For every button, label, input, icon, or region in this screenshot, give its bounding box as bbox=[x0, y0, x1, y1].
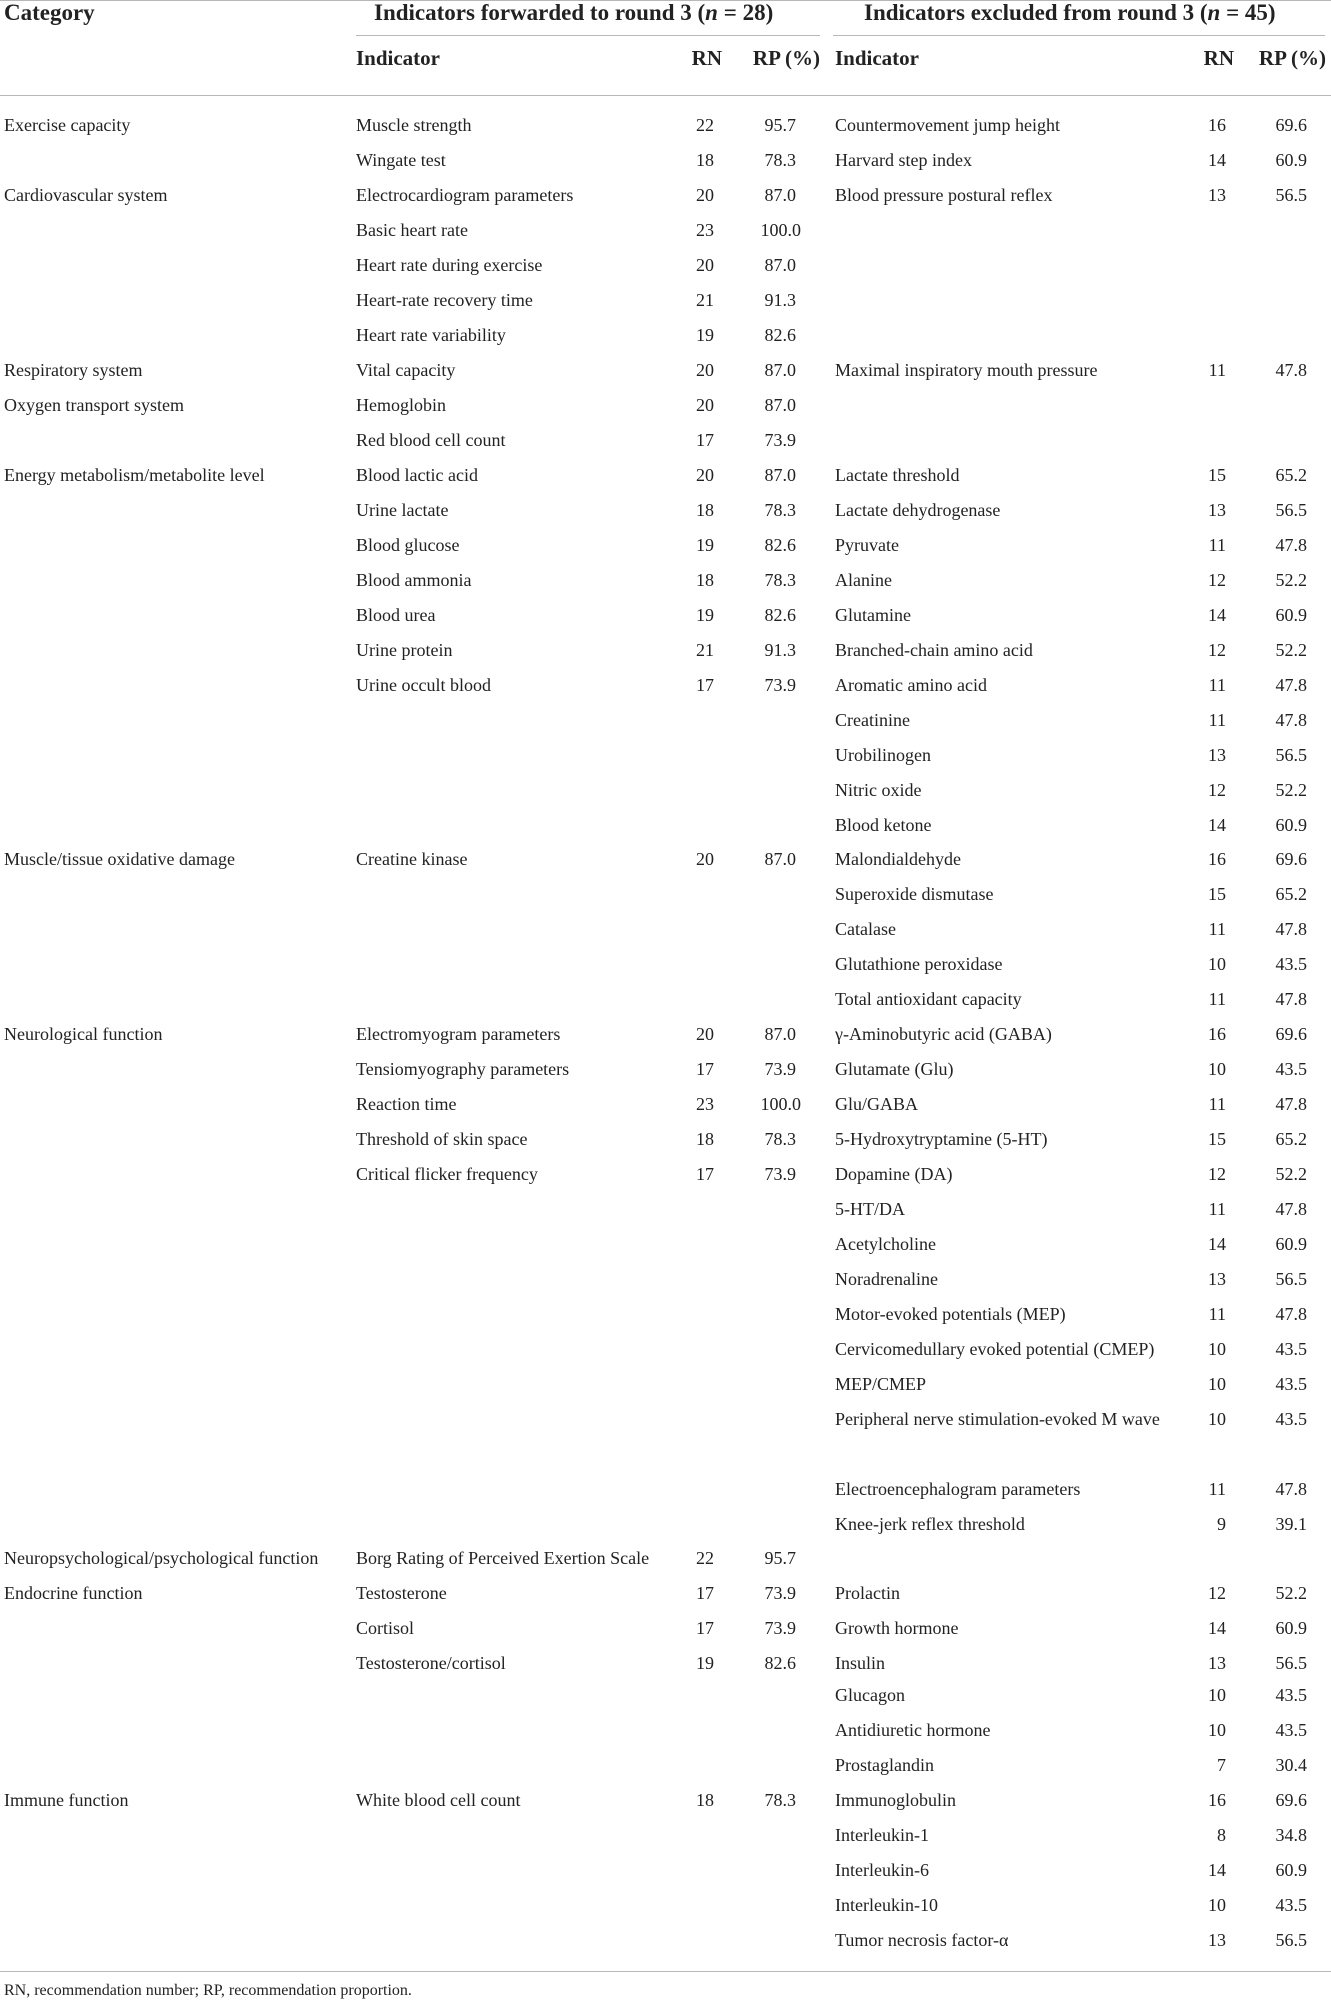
forwarded-rp: 100.0 bbox=[760, 1094, 801, 1114]
excluded-rp: 30.4 bbox=[1275, 1755, 1307, 1775]
excluded-rp: 69.6 bbox=[1275, 1790, 1307, 1810]
excluded-indicator: Electroencephalogram parameters bbox=[835, 1479, 1081, 1499]
excluded-rp: 69.6 bbox=[1275, 115, 1307, 135]
excluded-rn: 10 bbox=[1208, 1059, 1226, 1079]
forwarded-rp: 100.0 bbox=[760, 220, 801, 240]
forwarded-rp: 73.9 bbox=[764, 1583, 796, 1603]
excluded-rp: 47.8 bbox=[1275, 1479, 1307, 1499]
forwarded-indicator: Creatine kinase bbox=[356, 849, 468, 869]
forwarded-rp: 78.3 bbox=[764, 1790, 796, 1810]
forwarded-rn: 20 bbox=[696, 255, 714, 275]
excluded-indicator: Branched-chain amino acid bbox=[835, 640, 1033, 660]
forwarded-rp: 87.0 bbox=[764, 849, 796, 869]
forwarded-indicator: Red blood cell count bbox=[356, 430, 506, 450]
forwarded-rp: 87.0 bbox=[764, 465, 796, 485]
forwarded-rn: 23 bbox=[696, 220, 714, 240]
subheader-rp-forwarded: RP (%) bbox=[752, 46, 820, 70]
forwarded-rp: 91.3 bbox=[764, 290, 796, 310]
excluded-indicator: Blood ketone bbox=[835, 815, 932, 835]
forwarded-rp: 87.0 bbox=[764, 1024, 796, 1044]
forwarded-rn: 18 bbox=[696, 500, 714, 520]
forwarded-rp: 87.0 bbox=[764, 255, 796, 275]
forwarded-indicator: Blood urea bbox=[356, 605, 436, 625]
forwarded-indicator: Basic heart rate bbox=[356, 220, 468, 240]
excluded-rp: 60.9 bbox=[1275, 1234, 1307, 1254]
excluded-rp: 65.2 bbox=[1275, 1129, 1307, 1149]
category-label: Endocrine function bbox=[4, 1583, 143, 1603]
excluded-rn: 11 bbox=[1208, 675, 1226, 695]
excluded-rp: 69.6 bbox=[1275, 1024, 1307, 1044]
excluded-rp: 43.5 bbox=[1275, 1720, 1307, 1740]
excluded-rn: 14 bbox=[1208, 605, 1226, 625]
excluded-rp: 52.2 bbox=[1275, 780, 1307, 800]
forwarded-rn: 20 bbox=[696, 185, 714, 205]
excluded-rp: 47.8 bbox=[1275, 535, 1307, 555]
excluded-rp: 43.5 bbox=[1275, 954, 1307, 974]
excluded-indicator: Prolactin bbox=[835, 1583, 900, 1603]
excluded-indicator: Peripheral nerve stimulation-evoked M wave bbox=[835, 1409, 1160, 1429]
excluded-rp: 56.5 bbox=[1275, 1269, 1307, 1289]
excluded-indicator: Antidiuretic hormone bbox=[835, 1720, 991, 1740]
forwarded-indicator: Blood glucose bbox=[356, 535, 460, 555]
excluded-rn: 16 bbox=[1208, 115, 1226, 135]
excluded-indicator: Glutamate (Glu) bbox=[835, 1059, 954, 1079]
excluded-rp: 65.2 bbox=[1275, 884, 1307, 904]
excluded-rp: 52.2 bbox=[1275, 1583, 1307, 1603]
excluded-indicator: Malondialdehyde bbox=[835, 849, 961, 869]
excluded-rp: 69.6 bbox=[1275, 849, 1307, 869]
excluded-indicator: Superoxide dismutase bbox=[835, 884, 994, 904]
forwarded-indicator: Hemoglobin bbox=[356, 395, 446, 415]
forwarded-indicator: Reaction time bbox=[356, 1094, 457, 1114]
excluded-rn: 15 bbox=[1208, 1129, 1226, 1149]
forwarded-rn: 19 bbox=[696, 1653, 714, 1673]
excluded-indicator: 5-HT/DA bbox=[835, 1199, 905, 1219]
subheader-indicator-excluded: Indicator bbox=[835, 46, 919, 70]
excluded-rn: 14 bbox=[1208, 815, 1226, 835]
category-label: Neuropsychological/psychological function bbox=[4, 1548, 319, 1568]
excluded-indicator: Lactate threshold bbox=[835, 465, 960, 485]
excluded-rp: 47.8 bbox=[1275, 1304, 1307, 1324]
subheader-rn-forwarded: RN bbox=[691, 46, 722, 70]
excluded-indicator: Interleukin-6 bbox=[835, 1860, 929, 1880]
forwarded-rn: 20 bbox=[696, 360, 714, 380]
forwarded-rp: 95.7 bbox=[764, 115, 796, 135]
excluded-rn: 14 bbox=[1208, 150, 1226, 170]
header-underline-forwarded bbox=[356, 35, 820, 36]
forwarded-indicator: Borg Rating of Perceived Exertion Scale bbox=[356, 1548, 650, 1568]
excluded-indicator: Alanine bbox=[835, 570, 892, 590]
forwarded-indicator: Blood lactic acid bbox=[356, 465, 478, 485]
forwarded-indicator: Critical flicker frequency bbox=[356, 1164, 538, 1184]
forwarded-rn: 18 bbox=[696, 570, 714, 590]
forwarded-rn: 19 bbox=[696, 535, 714, 555]
excluded-indicator: Growth hormone bbox=[835, 1618, 959, 1638]
forwarded-indicator: Vital capacity bbox=[356, 360, 456, 380]
excluded-rn: 12 bbox=[1208, 1583, 1226, 1603]
excluded-rn: 10 bbox=[1208, 1895, 1226, 1915]
header-forwarded: Indicators forwarded to round 3 (n = 28) bbox=[374, 0, 774, 25]
excluded-rn: 11 bbox=[1208, 1094, 1226, 1114]
excluded-rn: 13 bbox=[1208, 1930, 1226, 1950]
excluded-rn: 16 bbox=[1208, 849, 1226, 869]
forwarded-rp: 78.3 bbox=[764, 1129, 796, 1149]
excluded-indicator: Insulin bbox=[835, 1653, 886, 1673]
subheader-indicator-forwarded: Indicator bbox=[356, 46, 440, 70]
excluded-indicator: Blood pressure postural reflex bbox=[835, 185, 1053, 205]
excluded-indicator: Prostaglandin bbox=[835, 1755, 934, 1775]
excluded-indicator: MEP/CMEP bbox=[835, 1374, 927, 1394]
forwarded-rp: 73.9 bbox=[764, 675, 796, 695]
excluded-rp: 43.5 bbox=[1275, 1895, 1307, 1915]
forwarded-indicator: Heart rate during exercise bbox=[356, 255, 543, 275]
excluded-rp: 60.9 bbox=[1275, 1618, 1307, 1638]
excluded-rp: 47.8 bbox=[1275, 675, 1307, 695]
excluded-rp: 56.5 bbox=[1275, 500, 1307, 520]
excluded-rn: 10 bbox=[1208, 1339, 1226, 1359]
excluded-indicator: Cervicomedullary evoked potential (CMEP) bbox=[835, 1339, 1155, 1359]
forwarded-rn: 20 bbox=[696, 395, 714, 415]
excluded-rn: 13 bbox=[1208, 185, 1226, 205]
forwarded-rp: 73.9 bbox=[764, 430, 796, 450]
excluded-rn: 8 bbox=[1217, 1825, 1226, 1845]
excluded-indicator: Aromatic amino acid bbox=[835, 675, 987, 695]
forwarded-rp: 95.7 bbox=[764, 1548, 796, 1568]
excluded-rp: 43.5 bbox=[1275, 1409, 1307, 1429]
category-label: Respiratory system bbox=[4, 360, 143, 380]
forwarded-indicator: Electromyogram parameters bbox=[356, 1024, 561, 1044]
forwarded-rn: 17 bbox=[696, 1164, 714, 1184]
excluded-rn: 15 bbox=[1208, 465, 1226, 485]
excluded-rp: 60.9 bbox=[1275, 150, 1307, 170]
forwarded-rn: 22 bbox=[696, 115, 714, 135]
excluded-rp: 60.9 bbox=[1275, 815, 1307, 835]
excluded-rn: 16 bbox=[1208, 1790, 1226, 1810]
excluded-rn: 16 bbox=[1208, 1024, 1226, 1044]
excluded-rp: 52.2 bbox=[1275, 640, 1307, 660]
excluded-indicator: Knee-jerk reflex threshold bbox=[835, 1514, 1025, 1534]
forwarded-rp: 82.6 bbox=[764, 1653, 796, 1673]
table-footnote: RN, recommendation number; RP, recommendation proportion. bbox=[4, 1982, 412, 1999]
excluded-indicator: Noradrenaline bbox=[835, 1269, 938, 1289]
forwarded-rp: 87.0 bbox=[764, 360, 796, 380]
table-bottom-rule bbox=[0, 1971, 1331, 1972]
forwarded-indicator: Testosterone bbox=[356, 1583, 447, 1603]
category-label: Muscle/tissue oxidative damage bbox=[4, 849, 235, 869]
forwarded-rn: 19 bbox=[696, 605, 714, 625]
excluded-indicator: Pyruvate bbox=[835, 535, 899, 555]
forwarded-rn: 18 bbox=[696, 1790, 714, 1810]
forwarded-rn: 17 bbox=[696, 675, 714, 695]
excluded-indicator: Harvard step index bbox=[835, 150, 972, 170]
forwarded-rn: 20 bbox=[696, 849, 714, 869]
forwarded-rp: 73.9 bbox=[764, 1059, 796, 1079]
excluded-rp: 56.5 bbox=[1275, 745, 1307, 765]
forwarded-rn: 22 bbox=[696, 1548, 714, 1568]
excluded-rn: 14 bbox=[1208, 1860, 1226, 1880]
excluded-rn: 7 bbox=[1217, 1755, 1226, 1775]
excluded-rn: 11 bbox=[1208, 1199, 1226, 1219]
excluded-rp: 47.8 bbox=[1275, 1094, 1307, 1114]
forwarded-indicator: Urine occult blood bbox=[356, 675, 491, 695]
excluded-rp: 34.8 bbox=[1275, 1825, 1307, 1845]
forwarded-rn: 17 bbox=[696, 430, 714, 450]
excluded-indicator: Nitric oxide bbox=[835, 780, 922, 800]
forwarded-rp: 82.6 bbox=[764, 535, 796, 555]
excluded-indicator: γ-Aminobutyric acid (GABA) bbox=[835, 1024, 1052, 1044]
forwarded-rn: 21 bbox=[696, 640, 714, 660]
forwarded-rp: 87.0 bbox=[764, 395, 796, 415]
excluded-rn: 10 bbox=[1208, 954, 1226, 974]
excluded-rp: 43.5 bbox=[1275, 1374, 1307, 1394]
excluded-rn: 11 bbox=[1208, 1304, 1226, 1324]
excluded-indicator: Catalase bbox=[835, 919, 896, 939]
excluded-indicator: Acetylcholine bbox=[835, 1234, 936, 1254]
excluded-rn: 15 bbox=[1208, 884, 1226, 904]
forwarded-rn: 19 bbox=[696, 325, 714, 345]
subheader-rn-excluded: RN bbox=[1203, 46, 1234, 70]
excluded-rn: 11 bbox=[1208, 535, 1226, 555]
excluded-rp: 47.8 bbox=[1275, 360, 1307, 380]
forwarded-rn: 20 bbox=[696, 1024, 714, 1044]
excluded-rn: 13 bbox=[1208, 1653, 1226, 1673]
excluded-indicator: Lactate dehydrogenase bbox=[835, 500, 1001, 520]
category-label: Cardiovascular system bbox=[4, 185, 168, 205]
forwarded-indicator: Testosterone/cortisol bbox=[356, 1653, 506, 1673]
excluded-rn: 11 bbox=[1208, 360, 1226, 380]
excluded-rn: 13 bbox=[1208, 1269, 1226, 1289]
category-label: Energy metabolism/metabolite level bbox=[4, 465, 265, 485]
forwarded-rp: 91.3 bbox=[764, 640, 796, 660]
excluded-rp: 60.9 bbox=[1275, 605, 1307, 625]
forwarded-indicator: Urine lactate bbox=[356, 500, 449, 520]
forwarded-indicator: Blood ammonia bbox=[356, 570, 472, 590]
forwarded-rn: 17 bbox=[696, 1618, 714, 1638]
excluded-indicator: Urobilinogen bbox=[835, 745, 931, 765]
excluded-rp: 56.5 bbox=[1275, 185, 1307, 205]
excluded-rp: 56.5 bbox=[1275, 1930, 1307, 1950]
forwarded-indicator: Threshold of skin space bbox=[356, 1129, 528, 1149]
excluded-rn: 10 bbox=[1208, 1685, 1226, 1705]
forwarded-rp: 78.3 bbox=[764, 500, 796, 520]
category-label: Exercise capacity bbox=[4, 115, 131, 135]
forwarded-indicator: Cortisol bbox=[356, 1618, 415, 1638]
excluded-rn: 13 bbox=[1208, 500, 1226, 520]
excluded-rn: 14 bbox=[1208, 1234, 1226, 1254]
excluded-rp: 52.2 bbox=[1275, 570, 1307, 590]
excluded-rp: 43.5 bbox=[1275, 1339, 1307, 1359]
excluded-rn: 11 bbox=[1208, 710, 1226, 730]
excluded-indicator: Countermovement jump height bbox=[835, 115, 1060, 135]
forwarded-rn: 17 bbox=[696, 1059, 714, 1079]
forwarded-rn: 21 bbox=[696, 290, 714, 310]
excluded-rn: 12 bbox=[1208, 1164, 1226, 1184]
excluded-rn: 11 bbox=[1208, 919, 1226, 939]
excluded-indicator: Motor-evoked potentials (MEP) bbox=[835, 1304, 1066, 1324]
excluded-rp: 47.8 bbox=[1275, 989, 1307, 1009]
excluded-rn: 13 bbox=[1208, 745, 1226, 765]
header-bottom-rule bbox=[0, 95, 1331, 96]
forwarded-indicator: Tensiomyography parameters bbox=[356, 1059, 570, 1079]
excluded-rp: 47.8 bbox=[1275, 1199, 1307, 1219]
forwarded-rp: 82.6 bbox=[764, 605, 796, 625]
forwarded-rp: 78.3 bbox=[764, 150, 796, 170]
forwarded-rn: 23 bbox=[696, 1094, 714, 1114]
forwarded-rp: 87.0 bbox=[764, 185, 796, 205]
excluded-rp: 47.8 bbox=[1275, 710, 1307, 730]
excluded-rn: 10 bbox=[1208, 1409, 1226, 1429]
excluded-indicator: Maximal inspiratory mouth pressure bbox=[835, 360, 1098, 380]
excluded-indicator: Dopamine (DA) bbox=[835, 1164, 953, 1184]
excluded-indicator: Glucagon bbox=[835, 1685, 905, 1705]
excluded-rn: 12 bbox=[1208, 640, 1226, 660]
excluded-indicator: Glu/GABA bbox=[835, 1094, 919, 1114]
excluded-indicator: Interleukin-10 bbox=[835, 1895, 938, 1915]
excluded-indicator: Glutamine bbox=[835, 605, 911, 625]
excluded-indicator: Immunoglobulin bbox=[835, 1790, 956, 1810]
category-label: Oxygen transport system bbox=[4, 395, 184, 415]
forwarded-rn: 20 bbox=[696, 465, 714, 485]
excluded-rn: 11 bbox=[1208, 989, 1226, 1009]
excluded-rn: 10 bbox=[1208, 1374, 1226, 1394]
header-underline-excluded bbox=[833, 35, 1325, 36]
excluded-rn: 14 bbox=[1208, 1618, 1226, 1638]
forwarded-rp: 73.9 bbox=[764, 1618, 796, 1638]
forwarded-rp: 73.9 bbox=[764, 1164, 796, 1184]
subheader-rp-excluded: RP (%) bbox=[1258, 46, 1326, 70]
excluded-rp: 60.9 bbox=[1275, 1860, 1307, 1880]
forwarded-rn: 17 bbox=[696, 1583, 714, 1603]
excluded-indicator: Tumor necrosis factor-α bbox=[835, 1930, 1009, 1950]
excluded-rp: 56.5 bbox=[1275, 1653, 1307, 1673]
category-label: Immune function bbox=[4, 1790, 129, 1810]
excluded-rn: 9 bbox=[1217, 1514, 1226, 1534]
forwarded-indicator: Heart-rate recovery time bbox=[356, 290, 533, 310]
excluded-rn: 12 bbox=[1208, 780, 1226, 800]
header-category: Category bbox=[4, 0, 95, 25]
excluded-indicator: Glutathione peroxidase bbox=[835, 954, 1003, 974]
forwarded-rp: 82.6 bbox=[764, 325, 796, 345]
forwarded-indicator: Muscle strength bbox=[356, 115, 472, 135]
excluded-indicator: Interleukin-1 bbox=[835, 1825, 929, 1845]
excluded-rp: 43.5 bbox=[1275, 1685, 1307, 1705]
forwarded-indicator: Wingate test bbox=[356, 150, 446, 170]
excluded-rp: 43.5 bbox=[1275, 1059, 1307, 1079]
excluded-indicator: Creatinine bbox=[835, 710, 910, 730]
forwarded-rn: 18 bbox=[696, 150, 714, 170]
forwarded-rn: 18 bbox=[696, 1129, 714, 1149]
forwarded-indicator: Heart rate variability bbox=[356, 325, 506, 345]
header-excluded: Indicators excluded from round 3 (n = 45) bbox=[864, 0, 1276, 25]
forwarded-indicator: White blood cell count bbox=[356, 1790, 521, 1810]
excluded-rn: 10 bbox=[1208, 1720, 1226, 1740]
excluded-rp: 65.2 bbox=[1275, 465, 1307, 485]
forwarded-rp: 78.3 bbox=[764, 570, 796, 590]
excluded-rn: 11 bbox=[1208, 1479, 1226, 1499]
excluded-rn: 12 bbox=[1208, 570, 1226, 590]
forwarded-indicator: Electrocardiogram parameters bbox=[356, 185, 574, 205]
excluded-rp: 39.1 bbox=[1275, 1514, 1307, 1534]
category-label: Neurological function bbox=[4, 1024, 163, 1044]
excluded-indicator: 5-Hydroxytryptamine (5-HT) bbox=[835, 1129, 1048, 1149]
excluded-rp: 47.8 bbox=[1275, 919, 1307, 939]
excluded-indicator: Total antioxidant capacity bbox=[835, 989, 1022, 1009]
excluded-rp: 52.2 bbox=[1275, 1164, 1307, 1184]
forwarded-indicator: Urine protein bbox=[356, 640, 453, 660]
